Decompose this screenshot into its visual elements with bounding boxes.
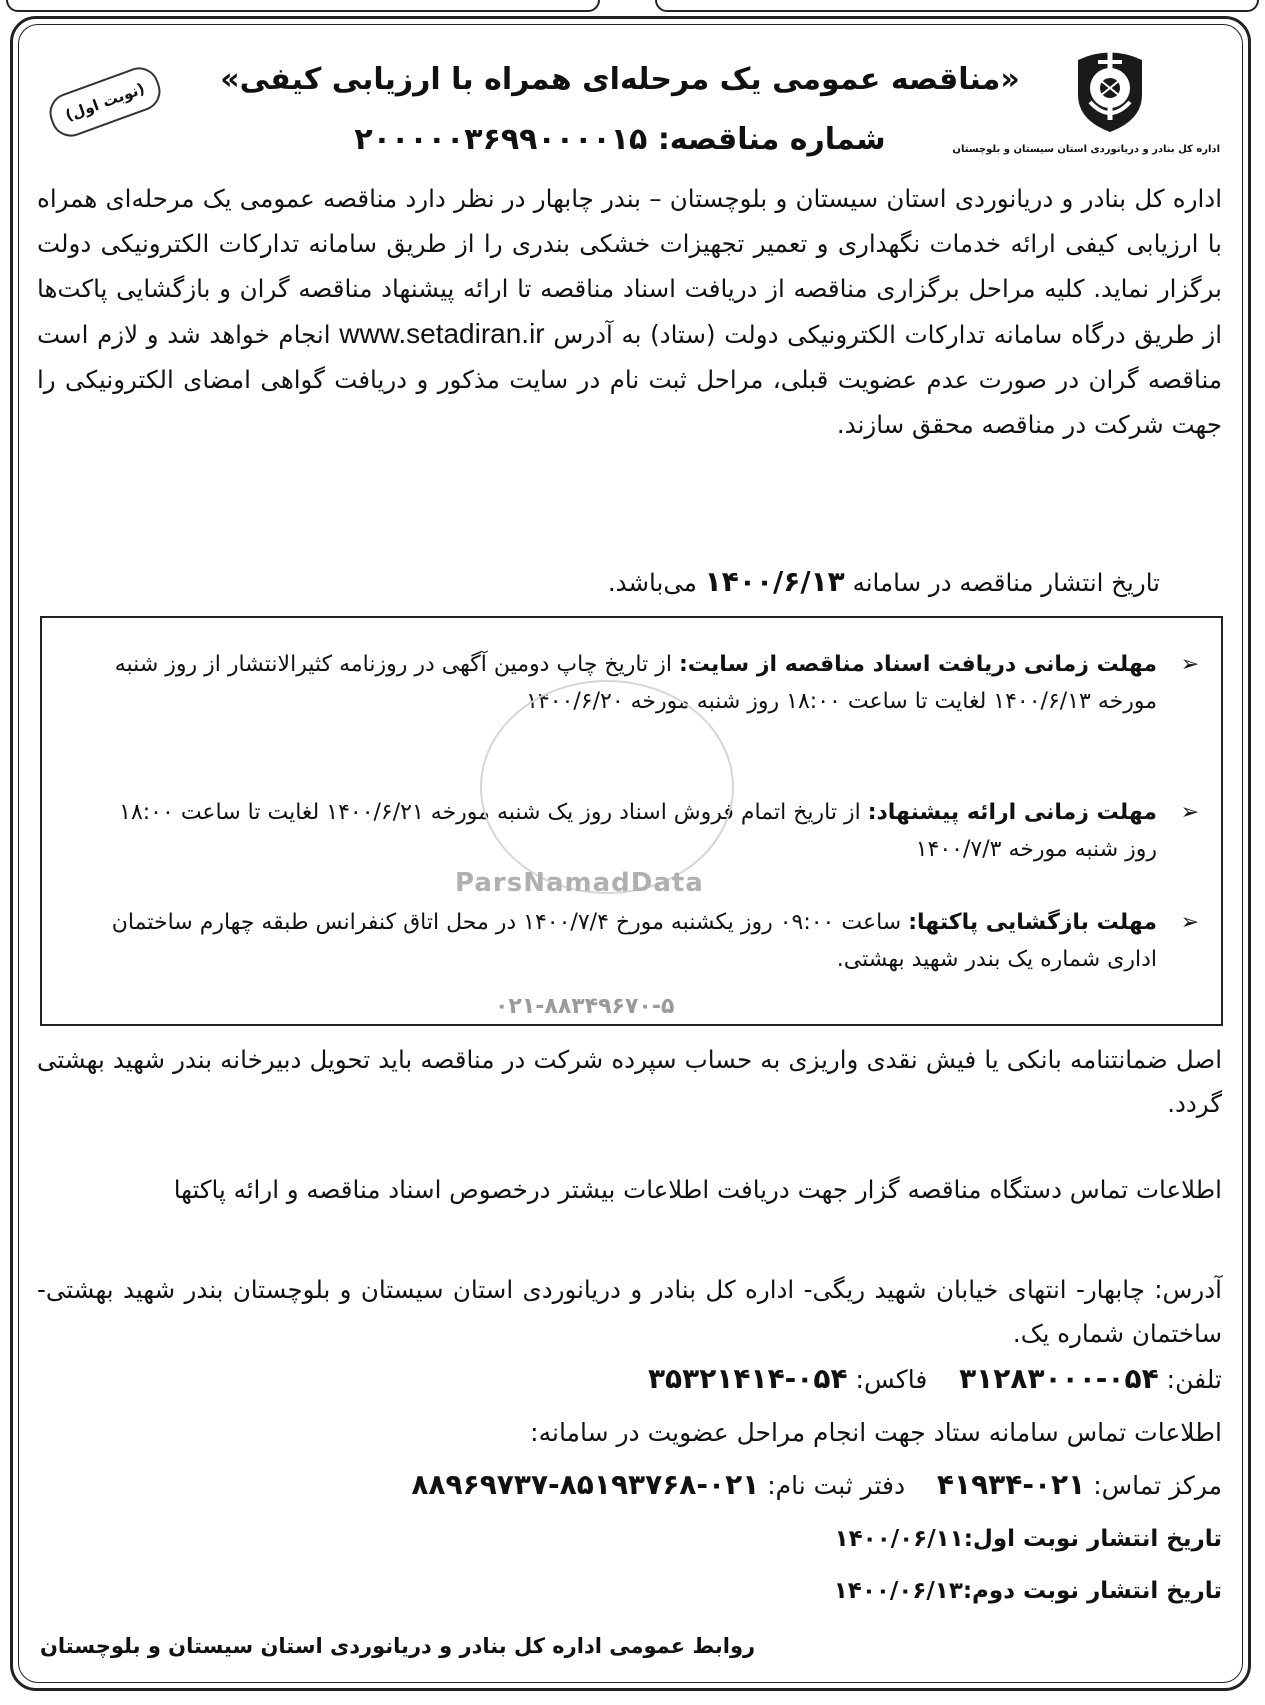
footer-signature: روابط عمومی اداره کل بنادر و دریانوردی استان سیستان و بلوچستان — [40, 1634, 756, 1658]
intro-text: اداره کل بنادر و دریانوردی استان سیستان و بلوچستان – بندر چابهار در نظر دارد مناقصه عمومی یک مرحله‌ای همراه با ارزیابی کیفی ارائه خدمات نگهداری و تعمیر تجهیزات خشکی بندری را از طریق سامانه تدارکات الکترونیکی دولت برگزار نماید. کلیه مراحل برگزاری مناقصه از دریافت اسناد مناقصه تا ارائه پیشنهاد مناقصه گران و بازگشایی پاکت‌ها از طریق درگاه سامانه تدارکات الکترونیکی دولت (ستاد) به آدرس — [37, 184, 1223, 349]
setad-center-line — [411, 1468, 1222, 1501]
top-tab-right — [655, 0, 1259, 12]
tender-number: ۲۰۰۰۰۰۳۶۹۹۰۰۰۰۱۵ — [354, 122, 648, 157]
arrow-bullet-icon: ➢ — [1180, 652, 1199, 677]
arrow-bullet-icon: ➢ — [1180, 800, 1199, 825]
deadline-text: از تاریخ چاپ دومین آگهی در روزنامه کثیرالانتشار از روز شنبه مورخه ۱۴۰۰/۶/۱۳ لغایت تا ساعت ۱۸:۰۰ روز شنبه مورخه ۱۴۰۰/۶/۲۰ — [114, 652, 1157, 714]
deadline-label: مهلت بازگشایی پاکتها: — [908, 910, 1157, 935]
publish-prefix: تاریخ انتشار مناقصه در سامانه — [852, 568, 1160, 597]
phones-line — [648, 1362, 1222, 1395]
guarantee-paragraph: اصل ضمانتنامه بانکی یا فیش نقدی واریزی به حساب سپرده شرکت در مناقصه باید تحویل دبیرخانه بندر شهید بهشتی گردد. — [37, 1045, 1222, 1118]
top-strip — [0, 0, 1265, 14]
tel-label: تلفن: — [1166, 1365, 1222, 1394]
watermark-brand: ParsNamadData — [455, 868, 704, 898]
deadline-label: مهلت زمانی دریافت اسناد مناقصه از سایت: — [678, 652, 1157, 677]
publish-date: ۱۴۰۰/۶/۱۳ — [704, 565, 845, 598]
setad-url: www.setadiran.ir — [339, 318, 545, 349]
tel-number: ۰۵۴-۳۱۲۸۳۰۰۰ — [959, 1362, 1159, 1395]
round-badge: (نوبت اول) — [44, 62, 166, 142]
deadline-item — [109, 904, 1199, 978]
top-tab-left — [6, 0, 600, 12]
intro-paragraph — [37, 176, 1222, 447]
center-number: ۰۲۱-۴۱۹۳۴ — [936, 1468, 1086, 1501]
intro-text-continued: انجام خواهد شد و لازم است مناقصه گران در صورت عدم عضویت قبلی، مراحل ثبت نام در سایت مذکور و دریافت گواهی امضای الکترونیکی را جهت شرکت در مناقصه محقق سازند. — [37, 320, 1222, 439]
watermark-circle — [480, 680, 734, 894]
fax-label: فاکس: — [855, 1365, 928, 1394]
tender-number-line — [180, 122, 1060, 157]
office-label: دفتر ثبت نام: — [767, 1471, 906, 1500]
arrow-bullet-icon: ➢ — [1180, 910, 1199, 935]
second-publication-date: تاریخ انتشار نوبت دوم:۱۴۰۰/۰۶/۱۳ — [833, 1578, 1222, 1604]
center-label: مرکز تماس: — [1093, 1471, 1222, 1500]
deadline-text: ساعت ۰۹:۰۰ روز یکشنبه مورخ ۱۴۰۰/۷/۴ در محل اتاق کنفرانس طبقه چهارم ساختمان اداری شماره یک بندر شهید بهشتی. — [111, 910, 1157, 972]
anchor-logo-icon — [1070, 40, 1150, 135]
deadline-text: از تاریخ اتمام فروش اسناد روز یک شنبه مورخه ۱۴۰۰/۶/۲۱ لغایت تا ساعت ۱۸:۰۰ روز شنبه مورخه ۱۴۰۰/۷/۳ — [119, 800, 1157, 862]
publish-suffix: می‌باشد. — [607, 568, 697, 597]
contact-intro-paragraph: اطلاعات تماس دستگاه مناقصه گزار جهت دریافت اطلاعات بیشتر درخصوص اسناد مناقصه و ارائه پاکتها — [173, 1175, 1222, 1204]
deadline-label: مهلت زمانی ارائه پیشنهاد: — [867, 800, 1157, 825]
first-publication-date: تاریخ انتشار نوبت اول:۱۴۰۰/۰۶/۱۱ — [834, 1526, 1222, 1552]
address-paragraph: آدرس: چابهار- انتهای خیابان شهید ریگی- اداره کل بنادر و دریانوردی استان سیستان و بلوچستان بندر شهید بهشتی- ساختمان شماره یک. — [37, 1275, 1222, 1348]
org-caption: اداره کل بنادر و دریانوردی استان سیستان و بلوچستان — [952, 144, 1220, 155]
setad-contact-title: اطلاعات تماس سامانه ستاد جهت انجام مراحل عضویت در سامانه: — [530, 1418, 1222, 1447]
office-number: ۰۲۱-۸۵۱۹۳۷۶۸-۸۸۹۶۹۷۳۷ — [411, 1468, 760, 1501]
publish-date-line — [608, 565, 1160, 598]
tender-number-label: شماره مناقصه: — [657, 122, 886, 157]
fax-number: ۰۵۴-۳۵۳۲۱۴۱۴ — [647, 1362, 848, 1395]
watermark-phone: ۰۲۱-۸۸۳۴۹۶۷۰-۵ — [495, 994, 675, 1019]
page-title: «مناقصه عمومی یک مرحله‌ای همراه با ارزیابی کیفی» — [220, 62, 1020, 97]
